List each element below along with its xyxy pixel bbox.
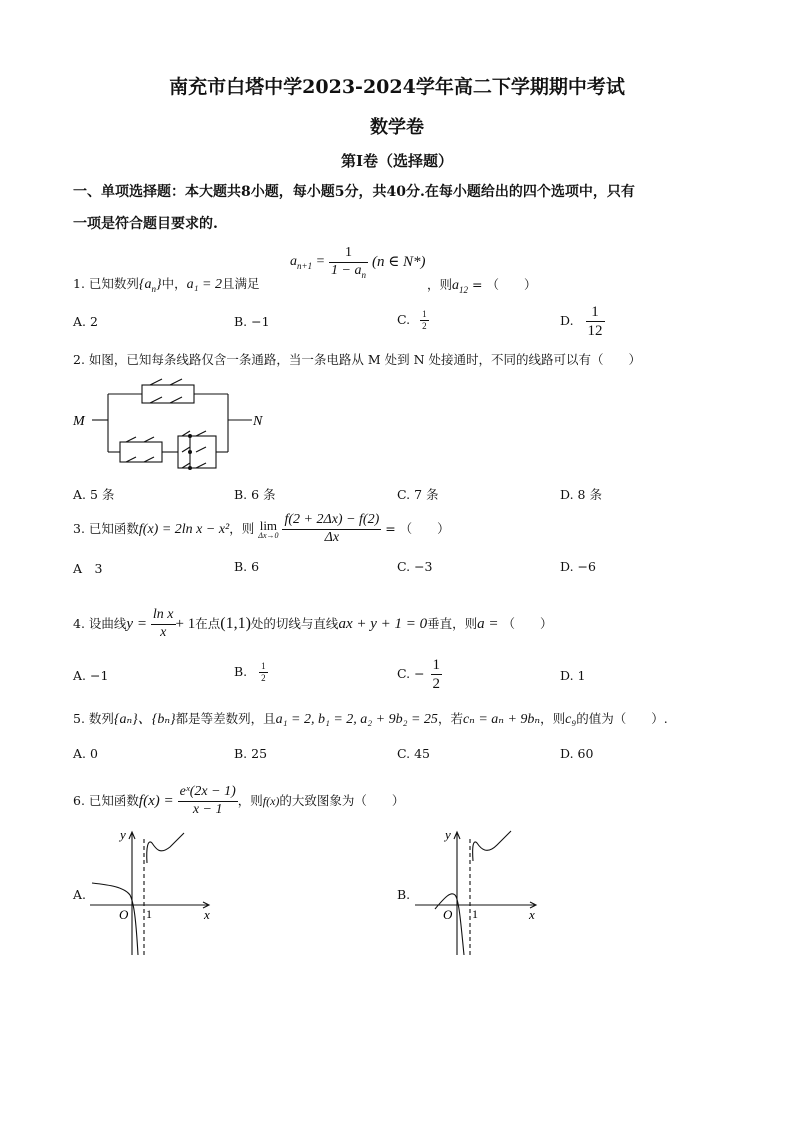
q2-option-a[interactable]: A. 5 条 <box>73 487 115 502</box>
q1-tail: ，则$a_{12}$ = （ ） <box>427 277 537 295</box>
q1-option-b[interactable]: B. −1 <box>234 314 270 329</box>
graph-a-x-label: x <box>204 907 210 922</box>
q2-option-d[interactable]: D. 8 条 <box>560 487 602 502</box>
exam-title: 南充市白塔中学2023-2024学年高二下学期期中考试 <box>169 76 625 98</box>
q3-option-d[interactable]: D. −6 <box>560 559 596 574</box>
graph-b-tick: 1 <box>472 907 478 921</box>
q5-option-a[interactable]: A. 0 <box>73 746 98 761</box>
q1-formula-cond: (n ∈ N*) <box>371 254 426 271</box>
q1-text-b: 中， <box>161 276 187 291</box>
q1-formula-den: $1 - a_n$ <box>331 262 366 280</box>
q4-point: (1,1) <box>220 615 251 632</box>
q1-formula-num: 1 <box>329 245 368 263</box>
q1-formula: $a_{n+1}$ = $\frac{1}{1 - a_n}$ (n ∈ N*) <box>290 245 426 280</box>
q4-option-b[interactable]: B. $\frac{1}{2}$ <box>234 661 266 683</box>
question-2-stem: 2. 如图，已知每条线路仅含一条通路，当一条电路从 M 处到 N 处接通时，不同的线路可以有（ ） <box>73 352 642 367</box>
q4-option-c[interactable]: C. − $\frac{1}{2}$ <box>397 657 441 692</box>
exam-subtitle: 数学卷 <box>370 117 424 138</box>
circuit-diagram <box>70 374 270 470</box>
q6-option-b[interactable]: B. <box>397 887 411 902</box>
question-3-stem: 3. 已知函数f(x) = 2ln x − x²，则 lim Δx→0 $\frac{f(2 + 2\Delta x) - f(2)}{\Delta x}$ = （ ） <box>73 512 450 545</box>
q1-option-a[interactable]: A. 2 <box>73 314 98 329</box>
label-m: M <box>73 414 85 429</box>
question-1-stem <box>73 262 259 306</box>
q1-text-a: 1. 已知数列 <box>73 276 139 291</box>
q2-option-c[interactable]: C. 7 条 <box>397 487 439 502</box>
graph-b-origin: O <box>443 907 453 922</box>
q3-fraction: $\frac{f(2 + 2\Delta x) - f(2)}{\Delta x}$ <box>284 512 380 545</box>
q1-seq: $\{a_n\}$ <box>138 277 162 294</box>
graph-a-origin: O <box>119 907 129 922</box>
q1-option-d[interactable]: D. $\frac{1}{12}$ <box>560 304 603 339</box>
graph-a-y-label: y <box>120 827 126 842</box>
q5-cond: a₁ = 2, b₁ = 2, a₂ + 9b₂ = 25 <box>275 712 438 727</box>
graph-b-y-label: y <box>445 827 451 842</box>
q6-option-a[interactable]: A. <box>73 887 87 902</box>
section-heading-line1: 一、单项选择题：本大题共8小题，每小题5分，共40分.在每小题给出的四个选项中，只有 <box>73 184 635 200</box>
q4-line: ax + y + 1 = 0 <box>338 616 428 632</box>
volume-heading: 第Ⅰ卷（选择题） <box>340 152 454 170</box>
q1-text-c: 且满足 <box>221 276 260 291</box>
q1-option-c[interactable]: C. $\frac{1}{2}$ <box>397 309 427 331</box>
q3-option-b[interactable]: B. 6 <box>234 559 260 574</box>
q4-option-d[interactable]: D. 1 <box>560 668 586 683</box>
question-4-stem: 4. 设曲线y = $\frac{\text{ln x}}{x}$ + 1在点(1,1)处的切线与直线ax + y + 1 = 0垂直，则a = （ ） <box>73 607 553 640</box>
q6-fraction: $\frac{\text{eˣ(2x − 1)}}{x - 1}$ <box>179 784 236 817</box>
q4-option-a[interactable]: A. −1 <box>73 668 109 683</box>
graph-a-tick: 1 <box>146 907 152 921</box>
q5-option-b[interactable]: B. 25 <box>234 746 268 761</box>
q5-option-c[interactable]: C. 45 <box>397 746 430 761</box>
q1-cond: a₁ = 2 <box>186 277 222 292</box>
q3-option-c[interactable]: C. −3 <box>397 559 433 574</box>
q3-limit: lim Δx→0 <box>258 518 279 540</box>
question-5-stem: 5. 数列{aₙ}、{bₙ}都是等差数列，且a₁ = 2, b₁ = 2, a₂ + 9b₂ = 25，若cₙ = aₙ + 9bₙ，则c₉的值为（ ）. <box>73 711 668 727</box>
q5-option-d[interactable]: D. 60 <box>560 746 594 761</box>
q4-fraction: $\frac{\text{ln x}}{x}$ <box>152 607 174 640</box>
label-n: N <box>253 414 263 429</box>
q6-graph-a[interactable] <box>90 825 230 957</box>
q2-option-b[interactable]: B. 6 条 <box>234 487 276 502</box>
section-heading-line2: 一项是符合题目要求的. <box>73 216 218 232</box>
q3-func: f(x) = 2ln x − x² <box>138 522 230 537</box>
graph-b-x-label: x <box>529 907 535 922</box>
q5-def: cₙ = aₙ + 9bₙ <box>462 712 541 727</box>
question-6-stem: 6. 已知函数f(x) = $\frac{\text{eˣ(2x − 1)}}{x - 1}$ ，则f(x)的大致图象为（ ） <box>73 784 405 817</box>
q6-graph-b[interactable] <box>415 825 555 957</box>
q5-seqs: {aₙ}、{bₙ} <box>113 712 176 727</box>
q3-option-a[interactable]: A 3 <box>73 561 103 576</box>
